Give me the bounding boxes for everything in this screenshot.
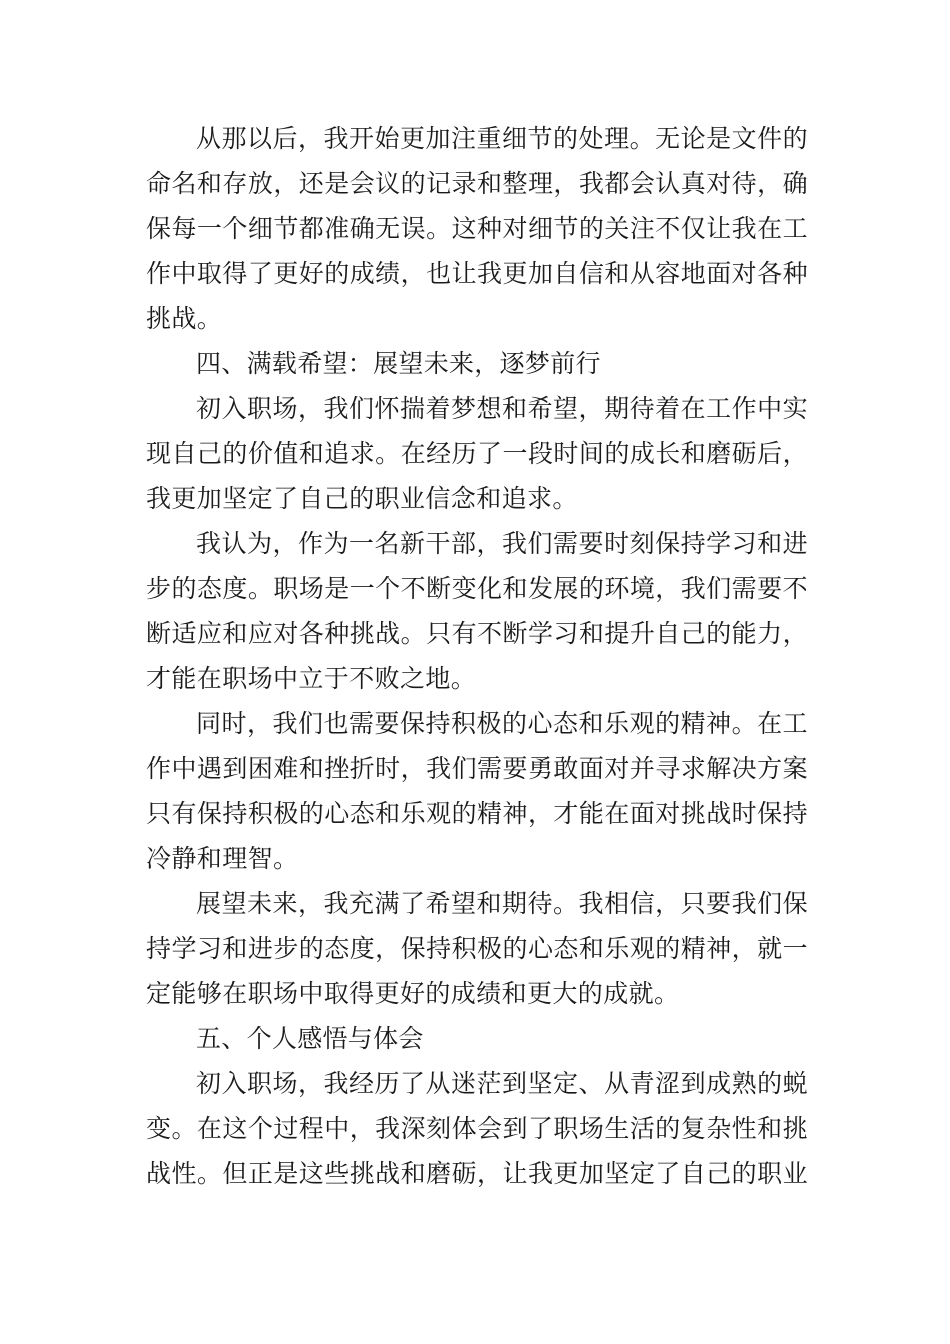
text-line: 保每一个细节都准确无误。这种对细节的关注不仅让我在工: [146, 214, 808, 243]
paragraph-detail-focus: [146, 116, 808, 341]
text-line: 步的态度。职场是一个不断变化和发展的环境，我们需要不: [146, 574, 808, 603]
text-line: 同时，我们也需要保持积极的心态和乐观的精神。在工: [196, 709, 808, 738]
text-line: 我认为，作为一名新干部，我们需要时刻保持学习和进: [196, 529, 808, 558]
text-line: 命名和存放，还是会议的记录和整理，我都会认真对待，确: [146, 169, 808, 198]
text-line: 冷静和理智。: [146, 844, 299, 873]
document-page: [146, 116, 808, 1196]
section-heading-five: 五、个人感悟与体会: [196, 1024, 424, 1053]
text-line: 定能够在职场中取得更好的成绩和更大的成就。: [146, 979, 680, 1008]
text-line: 初入职场，我们怀揣着梦想和希望，期待着在工作中实: [196, 394, 808, 423]
text-line: 我更加坚定了自己的职业信念和追求。: [146, 484, 578, 513]
text-line: 从那以后，我开始更加注重细节的处理。无论是文件的: [196, 124, 808, 153]
text-line: 现自己的价值和追求。在经历了一段时间的成长和磨砺后，: [146, 439, 808, 468]
text-line: 挑战。: [146, 304, 223, 333]
text-line: 只有保持积极的心态和乐观的精神，才能在面对挑战时保持: [146, 799, 808, 828]
text-line: 持学习和进步的态度，保持积极的心态和乐观的精神，就一: [146, 934, 808, 963]
text-line: 断适应和应对各种挑战。只有不断学习和提升自己的能力，: [146, 619, 808, 648]
paragraph-keep-learning: [146, 521, 808, 701]
paragraph-positive-attitude: [146, 701, 808, 881]
paragraph-personal-insight: [146, 1061, 808, 1196]
text-line: 才能在职场中立于不败之地。: [146, 664, 477, 693]
text-line: 展望未来，我充满了希望和期待。我相信，只要我们保: [196, 889, 808, 918]
text-line: 初入职场，我经历了从迷茫到坚定、从青涩到成熟的蜕: [196, 1069, 808, 1098]
text-line: 作中遇到困难和挫折时，我们需要勇敢面对并寻求解决方案: [146, 754, 808, 783]
text-line: 战性。但正是这些挑战和磨砺，让我更加坚定了自己的职业: [146, 1159, 808, 1188]
section-heading-four: 四、满载希望：展望未来，逐梦前行: [196, 349, 601, 378]
text-line: 作中取得了更好的成绩，也让我更加自信和从容地面对各种: [146, 259, 808, 288]
text-line: 变。在这个过程中，我深刻体会到了职场生活的复杂性和挑: [146, 1114, 808, 1143]
paragraph-career-hope: [146, 386, 808, 521]
paragraph-future-outlook: [146, 881, 808, 1016]
